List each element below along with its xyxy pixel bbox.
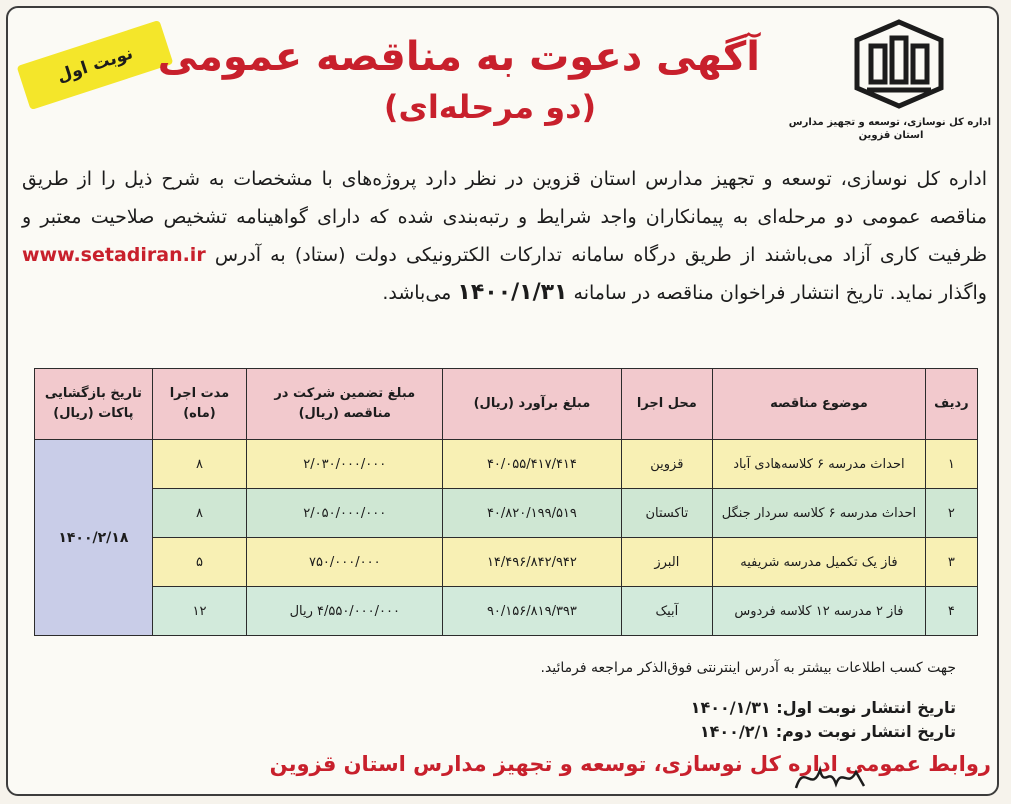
body-text-end: می‌باشد. [382, 282, 452, 304]
setad-url-link[interactable]: www.setadiran.ir [22, 244, 206, 266]
organization-logo [849, 18, 949, 110]
cell-location: تاکستان [621, 489, 713, 538]
cell-duration: ۸ [152, 440, 246, 489]
cell-duration: ۵ [152, 538, 246, 587]
first-publication-date: ۱۴۰۰/۱/۳۱ [690, 698, 771, 717]
cell-estimate: ۹۰/۱۵۶/۸۱۹/۳۹۳ [443, 587, 621, 636]
cell-subject: احداث مدرسه ۶ کلاسه‌هادی آباد [713, 440, 926, 489]
notice-subtitle: (دو مرحله‌ای) [383, 88, 597, 126]
org-caption-line1: اداره کل نوسازی، توسعه و تجهیز مدارس [788, 117, 991, 128]
table-row [35, 587, 978, 636]
table-row [35, 489, 978, 538]
second-publication-label: تاریخ انتشار نوبت دوم: [775, 722, 956, 741]
cell-guarantee: ۲/۰۵۰/۰۰۰/۰۰۰ [247, 489, 443, 538]
cell-duration: ۱۲ [152, 587, 246, 636]
header-opening-date: تاریخ بازگشایی پاکات (ریال) [35, 369, 153, 440]
first-publication-badge: نوبت اول [17, 20, 174, 110]
table-row [35, 538, 978, 587]
cell-radif: ۴ [925, 587, 977, 636]
tender-table [34, 368, 978, 636]
header-location: محل اجرا [621, 369, 713, 440]
first-publication-line [691, 698, 956, 717]
body-publish-date: ۱۴۰۰/۱/۳۱ [457, 280, 568, 305]
cell-guarantee: ۴/۵۵۰/۰۰۰/۰۰۰ ریال [247, 587, 443, 636]
info-note: جهت کسب اطلاعات بیشتر به آدرس اینترنتی فوق‌الذکر مراجعه فرمائید. [540, 660, 956, 676]
cell-duration: ۸ [152, 489, 246, 538]
table-row [35, 440, 978, 489]
cell-subject: فاز یک تکمیل مدرسه شریفیه [713, 538, 926, 587]
first-publication-label: تاریخ انتشار نوبت اول: [776, 698, 956, 717]
public-relations-footer: روابط عمومی اداره کل نوسازی، توسعه و تجهیز مدارس استان قزوین [269, 752, 991, 776]
notice-body [22, 160, 987, 312]
cell-radif: ۲ [925, 489, 977, 538]
cell-location: آبیک [621, 587, 713, 636]
cell-radif: ۱ [925, 440, 977, 489]
organization-caption [788, 116, 991, 142]
cell-estimate: ۱۴/۴۹۶/۸۴۲/۹۴۲ [443, 538, 621, 587]
second-publication-date: ۱۴۰۰/۲/۱ [699, 722, 771, 741]
notice-title: آگهی دعوت به مناقصه عمومی [157, 34, 760, 80]
cell-opening-date: ۱۴۰۰/۲/۱۸ [35, 440, 153, 636]
header-subject: موضوع مناقصه [713, 369, 926, 440]
cell-location: البرز [621, 538, 713, 587]
cell-location: قزوین [621, 440, 713, 489]
body-text-after-url: واگذار نماید. تاریخ انتشار فراخوان مناقصه در سامانه [573, 282, 987, 304]
handwritten-signature [790, 758, 870, 798]
cell-estimate: ۴۰/۸۲۰/۱۹۹/۵۱۹ [443, 489, 621, 538]
header-guarantee: مبلغ تضمین شرکت در مناقصه (ریال) [247, 369, 443, 440]
header-duration: مدت اجرا (ماه) [152, 369, 246, 440]
body-main-text: اداره کل نوسازی، توسعه و تجهیز مدارس استان قزوین در نظر دارد پروژه‌های با مشخصات به شرح ذیل را از طریق مناقصه عمومی دو مرحله‌ای به پیمانکاران واجد شرایط و رتبه‌بندی شده که دارای گواهینامه تشخیص صلاحیت معتبر و ظرفیت کاری آزاد می‌باشند از طریق درگاه سامانه تدارکات الکترونیکی دولت (ستاد) به آدرس [22, 168, 987, 266]
second-publication-line [700, 722, 956, 741]
cell-guarantee: ۲/۰۳۰/۰۰۰/۰۰۰ [247, 440, 443, 489]
cell-guarantee: ۷۵۰/۰۰۰/۰۰۰ [247, 538, 443, 587]
header-radif: ردیف [925, 369, 977, 440]
cell-subject: احداث مدرسه ۶ کلاسه سردار جنگل [713, 489, 926, 538]
cell-radif: ۳ [925, 538, 977, 587]
header-estimate: مبلغ برآورد (ریال) [443, 369, 621, 440]
org-caption-line2: استان قزوین [858, 130, 924, 141]
cell-estimate: ۴۰/۰۵۵/۴۱۷/۴۱۴ [443, 440, 621, 489]
cell-subject: فاز ۲ مدرسه ۱۲ کلاسه فردوس [713, 587, 926, 636]
table-header-row [35, 369, 978, 440]
